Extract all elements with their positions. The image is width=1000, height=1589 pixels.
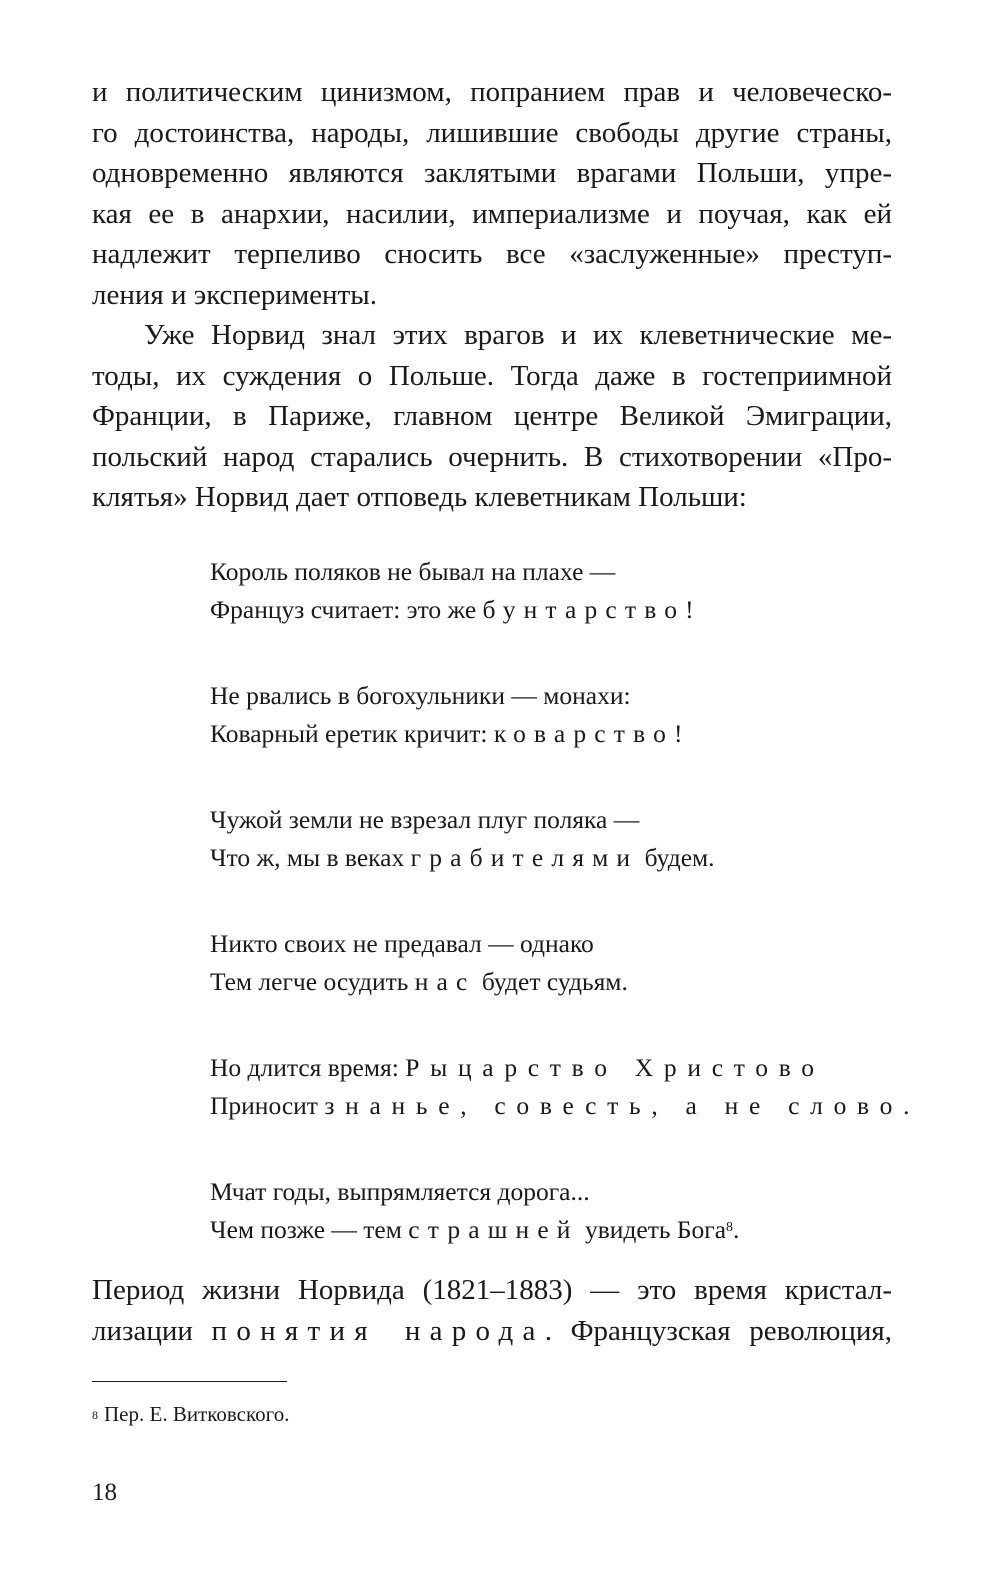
poem-text: Тем легче осудить <box>210 967 415 996</box>
paragraph-text: . Французская революция, <box>544 1314 893 1347</box>
poem-line: Мчат годы, выпрямляется дорога... <box>210 1177 590 1206</box>
page-number: 18 <box>92 1479 117 1506</box>
poem-line <box>210 963 890 1001</box>
poem-text: Но длится время: <box>210 1053 406 1082</box>
spaced-emphasis: коварство! <box>493 719 691 748</box>
poem-line <box>210 839 890 877</box>
paragraph-line: надлежит терпеливо сносить все «заслуженные» преступ- <box>92 238 892 270</box>
paragraph-line: го достоинства, народы, лишившие свободы другие страны, <box>92 116 892 149</box>
poem-line: Не рвались в богохульники — монахи: <box>210 681 631 710</box>
poem-text: будет судьям. <box>475 967 628 996</box>
poem-text: Коварный еретик кричит: <box>210 719 494 748</box>
poem-text: Француз считает: это же <box>210 595 483 624</box>
paragraph-line: клятья» Норвид дает отповедь клеветникам Польши: <box>92 481 747 513</box>
paragraph-line <box>92 1311 892 1352</box>
poem-stanza <box>210 553 890 629</box>
poem-line: Чужой земли не взрезал плуг поляка — <box>210 805 640 834</box>
poem-line <box>210 1087 921 1125</box>
poem-text: будем. <box>638 843 715 872</box>
footnote-separator <box>92 1381 287 1382</box>
spaced-emphasis: страшней <box>408 1215 579 1244</box>
footnote-reference[interactable]: 8 <box>726 1220 734 1235</box>
footnote-text: Пер. Е. Витковского. <box>104 1402 290 1426</box>
spaced-emphasis: Рыцарство Христово <box>405 1053 825 1082</box>
poem-text: Что ж, мы в веках <box>210 843 411 872</box>
poem-line <box>210 591 890 629</box>
poem-line <box>210 1049 890 1087</box>
poem-stanza <box>210 925 890 1001</box>
paragraph-line: Франции, в Париже, главном центре Великой Эмиграции, <box>92 400 892 432</box>
poem-stanza <box>210 1049 921 1125</box>
paragraph-3 <box>92 1270 892 1351</box>
paragraph-line: одновременно являются заклятыми врагами Польши, упре- <box>92 157 892 189</box>
poem-line: Король поляков не бывал на плахе — <box>210 557 616 586</box>
paragraph-line: Период жизни Норвида (1821–1883) — это время кристал- <box>92 1274 892 1306</box>
poem-text: Чем позже — тем <box>210 1215 409 1244</box>
paragraph-line: польский народ старались очернить. В стихотворении «Про- <box>92 440 892 473</box>
paragraph-line: Уже Норвид знал этих врагов и их клеветнические ме- <box>144 319 892 351</box>
paragraph-2 <box>92 315 892 518</box>
spaced-emphasis: знанье, совесть, а не слово. <box>324 1091 921 1120</box>
footnote-mark: 8 <box>92 1408 98 1422</box>
paragraph-line: кая ее в анархии, насилии, империализме и поучая, как ей <box>92 197 892 230</box>
spaced-emphasis: понятия народа <box>211 1314 545 1347</box>
poem <box>210 553 921 1297</box>
spaced-emphasis: грабителями <box>410 843 639 872</box>
paragraph-1 <box>92 72 892 315</box>
poem-stanza <box>210 677 890 753</box>
paragraph-line: тоды, их суждения о Польше. Тогда даже в гостеприимной <box>92 359 892 392</box>
poem-line <box>210 1211 890 1249</box>
paragraph-line: и политическим цинизмом, попранием прав и человеческо- <box>92 76 892 108</box>
footnote <box>92 1400 289 1428</box>
poem-text: . <box>733 1215 740 1244</box>
poem-line: Никто своих не предавал — однако <box>210 929 594 958</box>
paragraph-text: лизации <box>92 1314 212 1347</box>
spaced-emphasis: нас <box>414 967 476 996</box>
poem-line <box>210 715 890 753</box>
spaced-emphasis: бунтарство! <box>482 595 702 624</box>
paragraph-line: ления и эксперименты. <box>92 278 377 311</box>
poem-text: Приносит <box>210 1091 325 1120</box>
poem-stanza <box>210 1173 890 1249</box>
poem-text: увидеть Бога <box>578 1215 727 1244</box>
poem-stanza <box>210 801 890 877</box>
